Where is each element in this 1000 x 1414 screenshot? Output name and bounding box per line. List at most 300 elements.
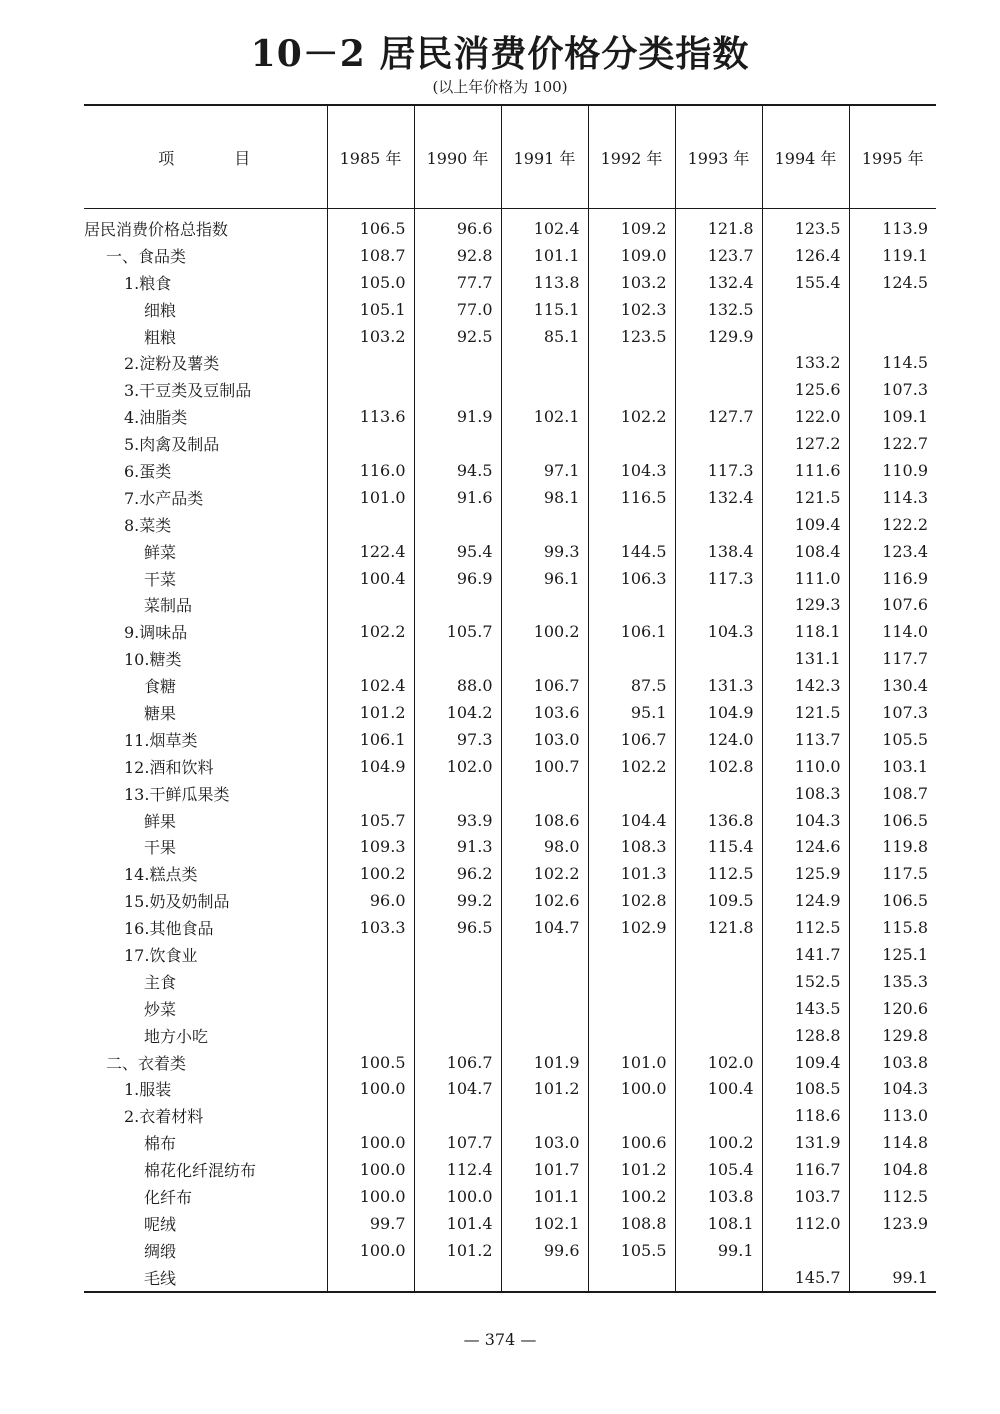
cell-value [762, 296, 849, 323]
cell-value: 145.7 [762, 1264, 849, 1292]
table-row [84, 565, 936, 592]
cell-value: 124.5 [849, 269, 936, 296]
cell-value: 122.0 [762, 403, 849, 430]
cell-value [588, 995, 675, 1022]
cell-value: 101.0 [327, 484, 414, 511]
row-label: 细粮 [144, 300, 177, 320]
table-row [84, 672, 936, 699]
cell-value [588, 430, 675, 457]
cell-value: 129.9 [675, 323, 762, 350]
row-label: 1.服装 [124, 1080, 172, 1100]
cell-value: 87.5 [588, 672, 675, 699]
cell-value [501, 1022, 588, 1049]
cell-value: 106.7 [414, 1049, 501, 1076]
cell-value: 103.0 [501, 726, 588, 753]
cell-value: 106.7 [588, 726, 675, 753]
cell-value: 112.5 [675, 860, 762, 887]
row-label: 1.粮食 [124, 273, 172, 293]
cell-value [675, 1022, 762, 1049]
cell-value [501, 645, 588, 672]
cell-value: 115.8 [849, 914, 936, 941]
table-row [84, 484, 936, 511]
cell-value [414, 349, 501, 376]
cell-value [849, 296, 936, 323]
cell-value: 120.6 [849, 995, 936, 1022]
cell-value: 125.6 [762, 376, 849, 403]
cell-value: 105.5 [849, 726, 936, 753]
cell-value: 103.6 [501, 699, 588, 726]
price-index-table [84, 104, 936, 1293]
cell-value: 107.3 [849, 699, 936, 726]
cell-value: 94.5 [414, 457, 501, 484]
cell-value: 103.8 [849, 1049, 936, 1076]
row-label: 7.水产品类 [124, 488, 204, 508]
cell-value: 129.8 [849, 1022, 936, 1049]
cell-value: 107.3 [849, 376, 936, 403]
table-row [84, 807, 936, 834]
table-row [84, 941, 936, 968]
cell-value [501, 941, 588, 968]
cell-value: 104.3 [762, 807, 849, 834]
row-label: 16.其他食品 [124, 919, 214, 939]
table-row [84, 1049, 936, 1076]
cell-value: 104.3 [675, 618, 762, 645]
cell-value: 119.8 [849, 833, 936, 860]
cell-value [327, 941, 414, 968]
cell-value [675, 1102, 762, 1129]
cell-value [501, 968, 588, 995]
row-label: 6.蛋类 [124, 461, 172, 481]
row-label: 化纤布 [144, 1188, 193, 1207]
cell-value: 102.6 [501, 887, 588, 914]
cell-value: 96.2 [414, 860, 501, 887]
table-row [84, 833, 936, 860]
row-label: 8.菜类 [124, 515, 172, 535]
cell-value: 114.8 [849, 1129, 936, 1156]
cell-value: 141.7 [762, 941, 849, 968]
cell-value: 111.6 [762, 457, 849, 484]
cell-value [588, 376, 675, 403]
cell-value [588, 1264, 675, 1292]
cell-value: 116.9 [849, 565, 936, 592]
cell-value [588, 968, 675, 995]
cell-value [414, 376, 501, 403]
cell-value: 128.8 [762, 1022, 849, 1049]
cell-value: 113.9 [849, 209, 936, 242]
cell-value [327, 1264, 414, 1292]
table-row [84, 457, 936, 484]
cell-value [501, 780, 588, 807]
cell-value [675, 968, 762, 995]
cell-value: 136.8 [675, 807, 762, 834]
cell-value: 121.5 [762, 484, 849, 511]
header-year: 1990 年 [414, 105, 501, 209]
cell-value [588, 645, 675, 672]
cell-value: 95.4 [414, 538, 501, 565]
cell-value [762, 1237, 849, 1264]
header-year: 1992 年 [588, 105, 675, 209]
cell-value: 111.0 [762, 565, 849, 592]
cell-value: 97.3 [414, 726, 501, 753]
cell-value: 96.6 [414, 209, 501, 242]
row-label: 炒菜 [144, 999, 177, 1019]
cell-value: 106.5 [849, 887, 936, 914]
cell-value: 100.4 [327, 565, 414, 592]
cell-value [414, 1264, 501, 1292]
table-row [84, 1210, 936, 1237]
cell-value [588, 780, 675, 807]
cell-value [327, 430, 414, 457]
cell-value: 117.3 [675, 457, 762, 484]
row-label: 15.奶及奶制品 [124, 892, 230, 912]
cell-value: 114.0 [849, 618, 936, 645]
cell-value [675, 591, 762, 618]
cell-value [675, 349, 762, 376]
table-row [84, 538, 936, 565]
cell-value: 108.4 [762, 538, 849, 565]
cell-value: 91.3 [414, 833, 501, 860]
cell-value: 104.4 [588, 807, 675, 834]
cell-value: 100.2 [675, 1129, 762, 1156]
table-row [84, 1156, 936, 1183]
cell-value: 127.2 [762, 430, 849, 457]
cell-value [675, 645, 762, 672]
cell-value: 124.0 [675, 726, 762, 753]
cell-value [327, 968, 414, 995]
cell-value: 116.5 [588, 484, 675, 511]
cell-value [588, 349, 675, 376]
row-label: 棉花化纤混纺布 [144, 1161, 257, 1181]
cell-value: 104.7 [501, 914, 588, 941]
row-label: 棉布 [144, 1134, 177, 1154]
cell-value [501, 995, 588, 1022]
cell-value: 100.0 [588, 1076, 675, 1103]
cell-value: 100.0 [327, 1076, 414, 1103]
cell-value: 112.5 [762, 914, 849, 941]
cell-value: 108.7 [327, 242, 414, 269]
cell-value: 113.8 [501, 269, 588, 296]
cell-value [327, 1022, 414, 1049]
cell-value [327, 511, 414, 538]
cell-value [327, 1102, 414, 1129]
cell-value: 101.2 [501, 1076, 588, 1103]
cell-value: 112.4 [414, 1156, 501, 1183]
table-row [84, 1237, 936, 1264]
cell-value: 100.0 [327, 1156, 414, 1183]
table-row [84, 618, 936, 645]
table-row [84, 887, 936, 914]
cell-value: 102.1 [501, 1210, 588, 1237]
cell-value [414, 1022, 501, 1049]
cell-value: 132.4 [675, 484, 762, 511]
cell-value: 104.7 [414, 1076, 501, 1103]
cell-value [675, 376, 762, 403]
cell-value: 102.8 [588, 887, 675, 914]
cell-value: 100.2 [327, 860, 414, 887]
cell-value: 109.3 [327, 833, 414, 860]
cell-value: 122.2 [849, 511, 936, 538]
cell-value: 92.5 [414, 323, 501, 350]
cell-value: 103.3 [327, 914, 414, 941]
header-year: 1994 年 [762, 105, 849, 209]
cell-value [762, 323, 849, 350]
cell-value: 115.4 [675, 833, 762, 860]
cell-value: 101.3 [588, 860, 675, 887]
cell-value: 117.3 [675, 565, 762, 592]
cell-value: 122.7 [849, 430, 936, 457]
cell-value: 123.9 [849, 1210, 936, 1237]
table-row [84, 209, 936, 242]
cell-value: 102.3 [588, 296, 675, 323]
table-row [84, 269, 936, 296]
cell-value [588, 511, 675, 538]
cell-value: 96.5 [414, 914, 501, 941]
cell-value [501, 591, 588, 618]
cell-value: 100.5 [327, 1049, 414, 1076]
cell-value: 102.4 [327, 672, 414, 699]
cell-value: 103.8 [675, 1183, 762, 1210]
row-label: 鲜菜 [144, 542, 177, 562]
cell-value [675, 941, 762, 968]
cell-value: 118.6 [762, 1102, 849, 1129]
cell-value [588, 591, 675, 618]
cell-value: 108.3 [588, 833, 675, 860]
row-label: 居民消费价格总指数 [84, 219, 229, 239]
table-row [84, 323, 936, 350]
cell-value: 121.5 [762, 699, 849, 726]
row-label: 4.油脂类 [124, 408, 188, 428]
cell-value: 108.5 [762, 1076, 849, 1103]
cell-value: 97.1 [501, 457, 588, 484]
row-label: 10.糖类 [124, 650, 182, 670]
cell-value: 102.8 [675, 753, 762, 780]
cell-value: 105.7 [414, 618, 501, 645]
cell-value: 121.8 [675, 914, 762, 941]
table-row [84, 349, 936, 376]
cell-value [327, 995, 414, 1022]
cell-value [414, 995, 501, 1022]
row-label: 毛线 [84, 1264, 327, 1292]
cell-value: 88.0 [414, 672, 501, 699]
cell-value: 99.3 [501, 538, 588, 565]
cell-value [327, 349, 414, 376]
cell-value: 106.5 [327, 209, 414, 242]
cell-value [675, 511, 762, 538]
cell-value: 100.6 [588, 1129, 675, 1156]
table-row [84, 376, 936, 403]
table-row [84, 726, 936, 753]
cell-value [327, 591, 414, 618]
cell-value [588, 1102, 675, 1129]
row-label: 菜制品 [144, 596, 193, 616]
cell-value [327, 780, 414, 807]
cell-value: 119.1 [849, 242, 936, 269]
cell-value: 131.1 [762, 645, 849, 672]
cell-value: 103.7 [762, 1183, 849, 1210]
cell-value: 96.9 [414, 565, 501, 592]
cell-value [501, 376, 588, 403]
cell-value: 100.0 [327, 1237, 414, 1264]
row-label: 绸缎 [144, 1241, 177, 1261]
cell-value [675, 430, 762, 457]
cell-value: 99.6 [501, 1237, 588, 1264]
cell-value: 104.3 [849, 1076, 936, 1103]
cell-value: 108.6 [501, 807, 588, 834]
header-year: 1995 年 [849, 105, 936, 209]
row-label: 9.调味品 [124, 623, 188, 643]
cell-value: 101.0 [588, 1049, 675, 1076]
cell-value: 127.7 [675, 403, 762, 430]
cell-value [501, 349, 588, 376]
row-label: 食糖 [144, 677, 177, 697]
cell-value: 152.5 [762, 968, 849, 995]
cell-value [327, 645, 414, 672]
cell-value [501, 1102, 588, 1129]
cell-value: 107.6 [849, 591, 936, 618]
cell-value: 124.9 [762, 887, 849, 914]
cell-value: 121.8 [675, 209, 762, 242]
cell-value [675, 780, 762, 807]
cell-value [675, 995, 762, 1022]
cell-value: 108.7 [849, 780, 936, 807]
cell-value: 109.4 [762, 511, 849, 538]
cell-value: 132.5 [675, 296, 762, 323]
cell-value: 96.0 [327, 887, 414, 914]
cell-value: 101.1 [501, 242, 588, 269]
cell-value: 106.5 [849, 807, 936, 834]
cell-value: 109.0 [588, 242, 675, 269]
row-label: 11.烟草类 [124, 730, 198, 750]
cell-value: 131.9 [762, 1129, 849, 1156]
cell-value [414, 430, 501, 457]
table-row [84, 780, 936, 807]
cell-value: 122.4 [327, 538, 414, 565]
cell-value: 103.2 [588, 269, 675, 296]
row-label: 12.酒和饮料 [124, 757, 214, 777]
cell-value: 117.7 [849, 645, 936, 672]
cell-value: 116.0 [327, 457, 414, 484]
cell-value: 101.1 [501, 1183, 588, 1210]
cell-value: 131.3 [675, 672, 762, 699]
table-row [84, 242, 936, 269]
cell-value: 100.0 [327, 1129, 414, 1156]
cell-value [501, 1264, 588, 1292]
cell-value [588, 941, 675, 968]
cell-value: 104.8 [849, 1156, 936, 1183]
table-row [84, 860, 936, 887]
cell-value: 100.0 [414, 1183, 501, 1210]
cell-value: 113.0 [849, 1102, 936, 1129]
cell-value: 100.2 [501, 618, 588, 645]
cell-value: 104.9 [327, 753, 414, 780]
row-label: 2.淀粉及薯类 [124, 354, 220, 374]
row-label: 17.饮食业 [124, 945, 198, 965]
cell-value: 112.5 [849, 1183, 936, 1210]
cell-value: 93.9 [414, 807, 501, 834]
table-row [84, 1183, 936, 1210]
cell-value: 102.0 [414, 753, 501, 780]
table-row [84, 1102, 936, 1129]
table-row [84, 296, 936, 323]
cell-value: 116.7 [762, 1156, 849, 1183]
cell-value [414, 941, 501, 968]
cell-value: 104.9 [675, 699, 762, 726]
cell-value: 98.0 [501, 833, 588, 860]
cell-value: 123.7 [675, 242, 762, 269]
row-label: 呢绒 [144, 1214, 177, 1234]
cell-value: 101.7 [501, 1156, 588, 1183]
cell-value: 113.7 [762, 726, 849, 753]
table-row [84, 1076, 936, 1103]
row-label: 干菜 [144, 569, 177, 589]
cell-value: 117.5 [849, 860, 936, 887]
cell-value: 99.7 [327, 1210, 414, 1237]
cell-value: 108.1 [675, 1210, 762, 1237]
cell-value [501, 430, 588, 457]
header-year: 1993 年 [675, 105, 762, 209]
cell-value: 138.4 [675, 538, 762, 565]
cell-value: 142.3 [762, 672, 849, 699]
cell-value: 144.5 [588, 538, 675, 565]
row-label: 鲜果 [144, 811, 177, 831]
cell-value: 123.4 [849, 538, 936, 565]
cell-value: 118.1 [762, 618, 849, 645]
cell-value [849, 323, 936, 350]
cell-value: 102.2 [327, 618, 414, 645]
cell-value: 109.5 [675, 887, 762, 914]
cell-value [414, 591, 501, 618]
cell-value: 129.3 [762, 591, 849, 618]
cell-value: 135.3 [849, 968, 936, 995]
cell-value: 124.6 [762, 833, 849, 860]
cell-value: 125.9 [762, 860, 849, 887]
cell-value: 123.5 [762, 209, 849, 242]
cell-value: 92.8 [414, 242, 501, 269]
header-row [84, 105, 936, 209]
cell-value [414, 645, 501, 672]
cell-value: 133.2 [762, 349, 849, 376]
cell-value: 101.2 [588, 1156, 675, 1183]
cell-value: 112.0 [762, 1210, 849, 1237]
cell-value: 95.1 [588, 699, 675, 726]
cell-value: 105.1 [327, 296, 414, 323]
cell-value: 123.5 [588, 323, 675, 350]
table-row [84, 403, 936, 430]
cell-value: 104.3 [588, 457, 675, 484]
row-label: 3.干豆类及豆制品 [124, 381, 252, 401]
cell-value [327, 376, 414, 403]
cell-value: 102.9 [588, 914, 675, 941]
cell-value: 113.6 [327, 403, 414, 430]
cell-value: 106.7 [501, 672, 588, 699]
header-year: 1991 年 [501, 105, 588, 209]
cell-value: 106.3 [588, 565, 675, 592]
cell-value: 105.0 [327, 269, 414, 296]
cell-value: 96.1 [501, 565, 588, 592]
cell-value: 130.4 [849, 672, 936, 699]
cell-value: 105.4 [675, 1156, 762, 1183]
cell-value: 110.9 [849, 457, 936, 484]
cell-value: 103.1 [849, 753, 936, 780]
cell-value: 102.2 [588, 403, 675, 430]
table-subtitle: (以上年价格为 100) [432, 78, 568, 96]
cell-value: 77.0 [414, 296, 501, 323]
cell-value: 109.2 [588, 209, 675, 242]
cell-value: 102.4 [501, 209, 588, 242]
table-row [84, 914, 936, 941]
cell-value [414, 780, 501, 807]
row-label: 5.肉禽及制品 [124, 435, 220, 455]
